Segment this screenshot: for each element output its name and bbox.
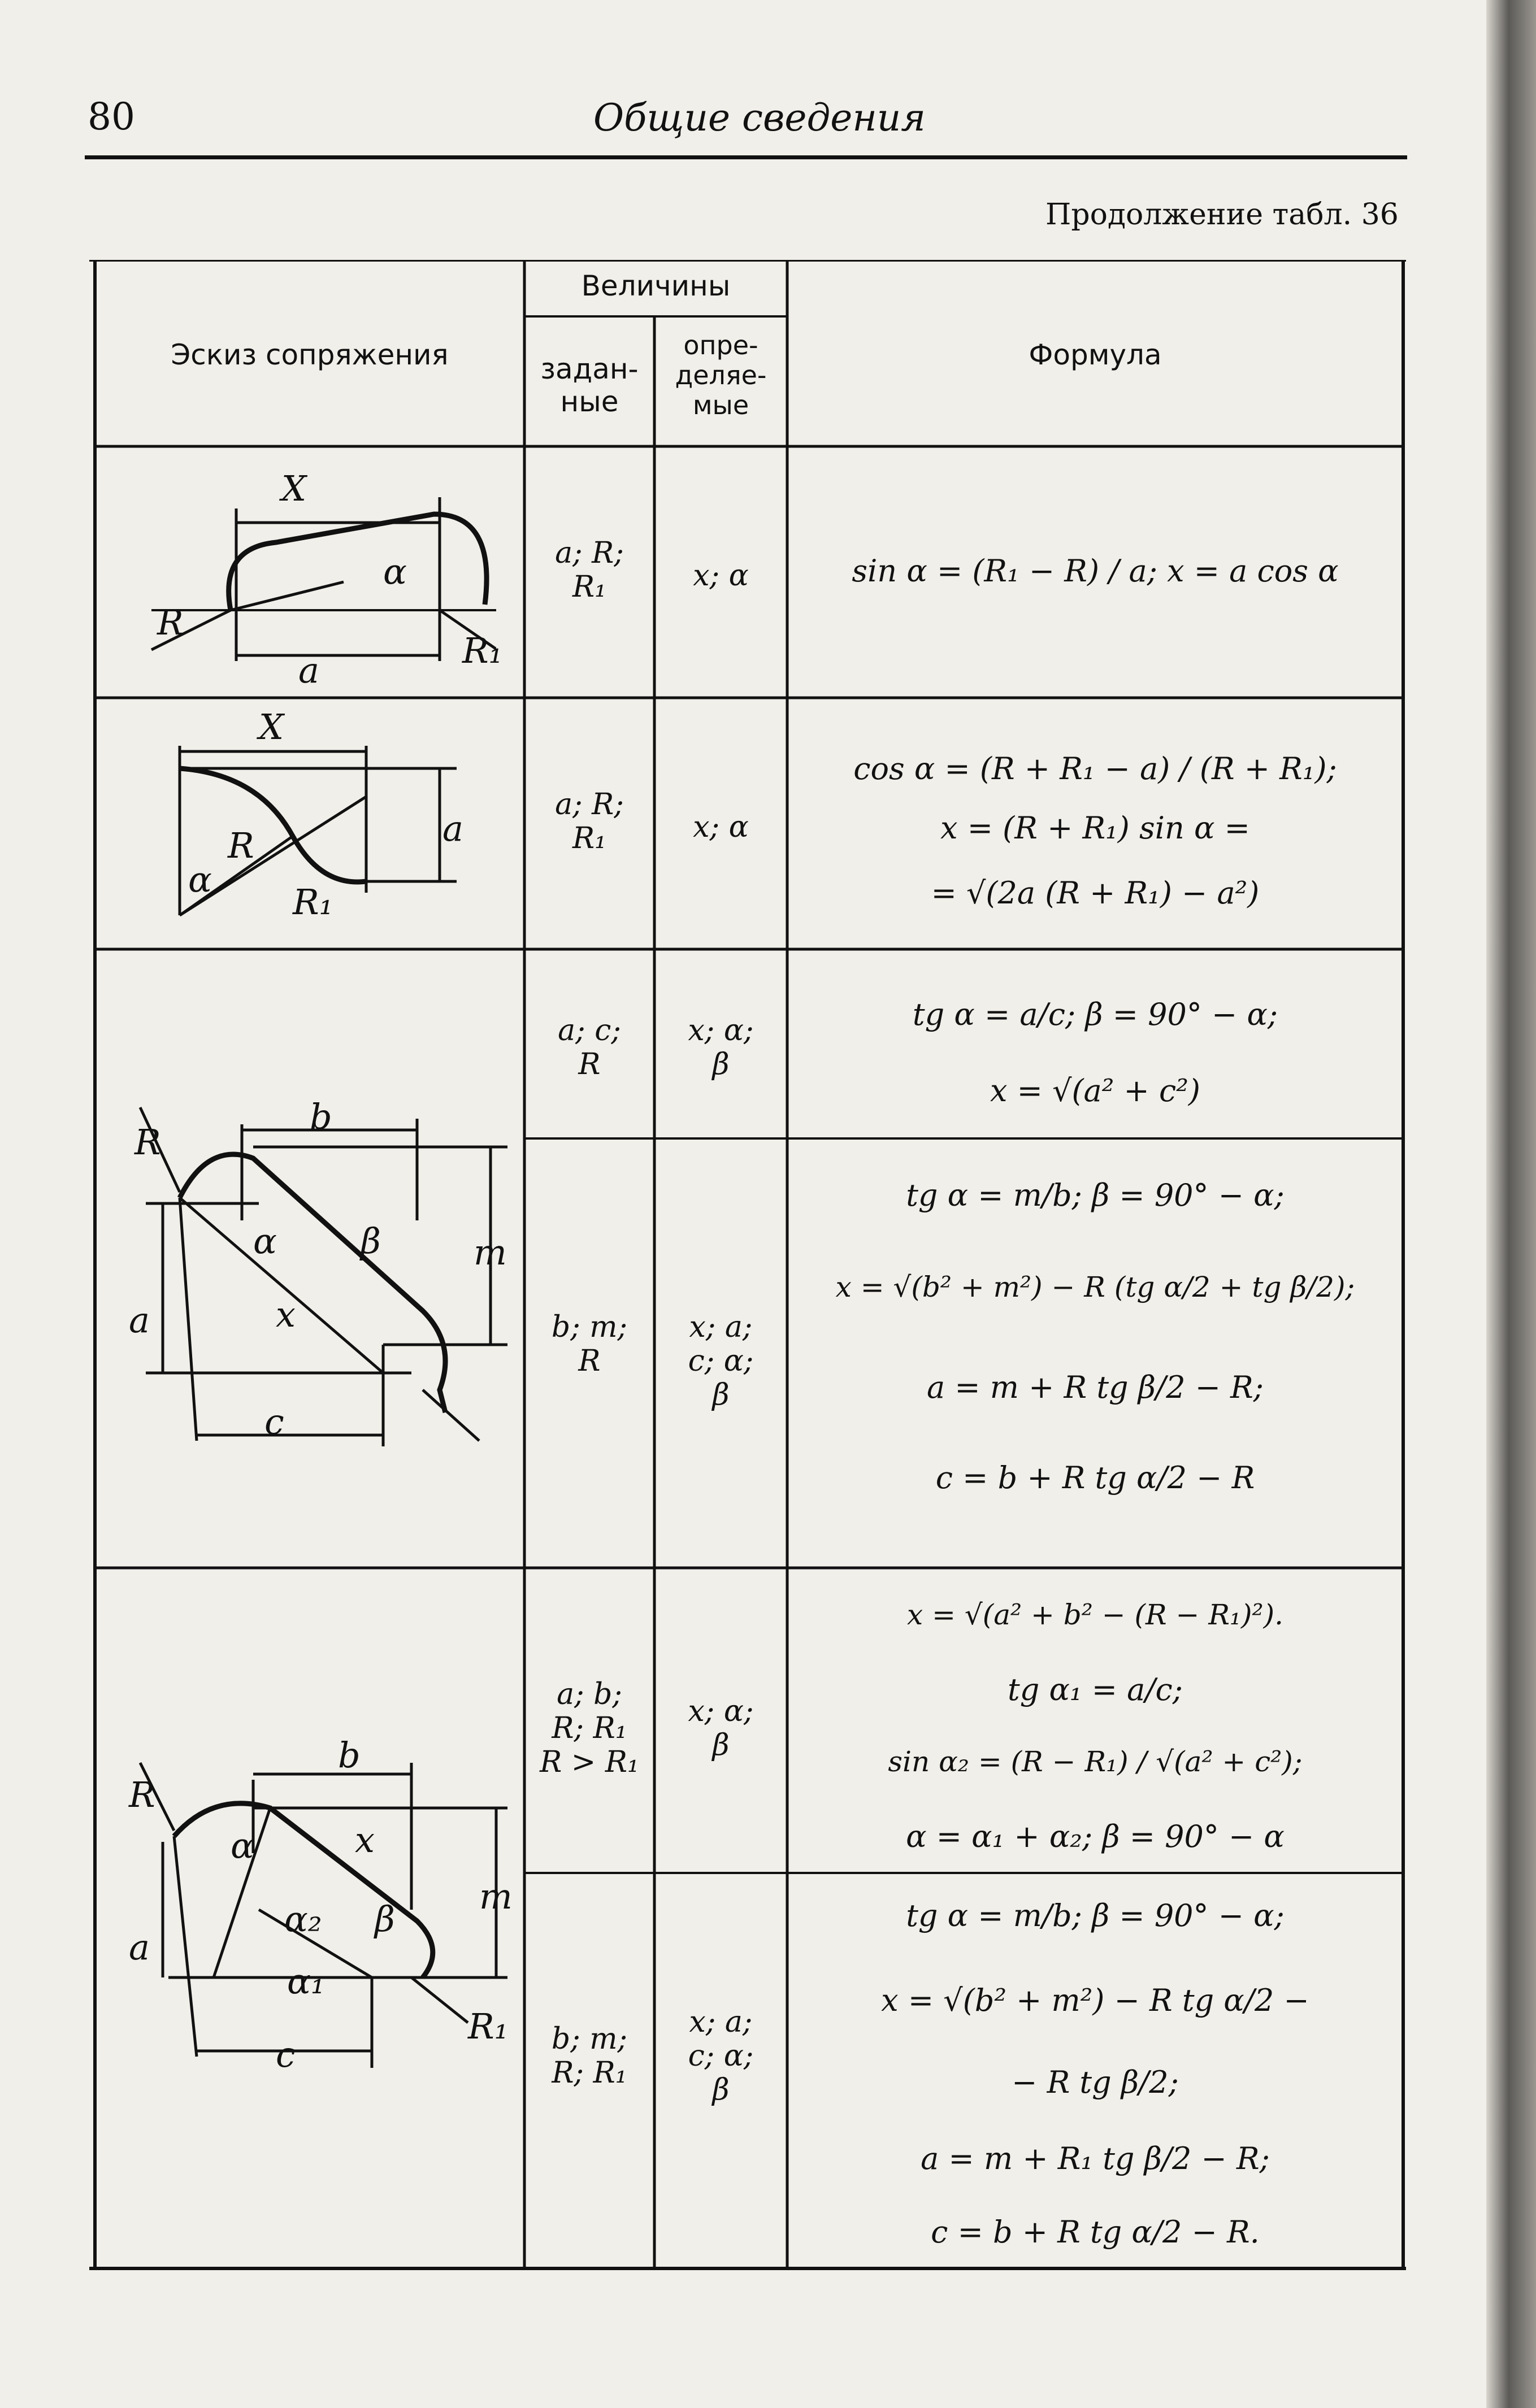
sketch-row-2-label-r1: R₁ <box>293 881 333 923</box>
sketch-row-3-label-r: R <box>134 1122 161 1163</box>
row-6-formula-4: a = m + R₁ tg β/2 − R; <box>921 2141 1270 2176</box>
row-4-determined: x; a; c; α; β <box>688 1310 754 1412</box>
sketch-row-3-label-alpha: α <box>253 1220 277 1262</box>
sketch-row-3-label-c: c <box>264 1401 284 1442</box>
header-rule <box>85 155 1407 159</box>
sketch-row-1-label-alpha: α <box>383 551 407 592</box>
sketch-row-5-label-x: x <box>355 1819 375 1861</box>
sketch-row-5-label-alpha2: α₂ <box>284 1898 322 1940</box>
row-5-determined: x; α; β <box>688 1694 754 1762</box>
page-running-title: Общие сведения <box>593 96 926 140</box>
row-4-formula-4: c = b + R tg α/2 − R <box>935 1460 1255 1496</box>
page-edge-shadow <box>1486 0 1536 2408</box>
sketch-row-2-label-x: X <box>259 706 284 747</box>
sketch-row-1 <box>146 475 496 678</box>
header-formula: Формула <box>1029 338 1162 371</box>
row-2-given: a; R; R₁ <box>555 788 624 855</box>
sketch-row-2-label-a: a <box>442 808 463 849</box>
row-1-formula-1: sin α = (R₁ − R) / a; x = a cos α <box>852 553 1339 589</box>
sketch-row-1-label-r: R <box>157 602 184 643</box>
sketch-row-5-label-c: c <box>276 2034 296 2075</box>
table-continuation-label: Продолжение табл. 36 <box>1045 198 1399 232</box>
row-6-formula-2: x = √(b² + m²) − R tg α/2 − <box>881 1983 1309 2018</box>
header-quantities: Величины <box>581 270 731 302</box>
row-4-given: b; m; R <box>551 1310 628 1378</box>
sketch-row-5-label-a: a <box>129 1927 150 1968</box>
row-3-given: a; c; R <box>558 1014 621 1081</box>
sketch-row-5-label-m: m <box>479 1876 513 1917</box>
row-6-determined: x; a; c; α; β <box>688 2005 754 2107</box>
row-6-formula-3: − R tg β/2; <box>1012 2064 1179 2100</box>
row-5-formula-4: α = α₁ + α₂; β = 90° − α <box>906 1819 1285 1854</box>
row-4-formula-3: a = m + R tg β/2 − R; <box>926 1370 1264 1405</box>
row-5-formula-2: tg α₁ = a/c; <box>1008 1672 1183 1707</box>
row-3-determined: x; α; β <box>688 1014 754 1081</box>
sketch-row-1-label-r1: R₁ <box>462 630 503 671</box>
row-5-formula-1: x = √(a² + b² − (R − R₁)²). <box>907 1598 1283 1631</box>
row-1-given: a; R; R₁ <box>555 536 624 604</box>
row-4-formula-2: x = √(b² + m²) − R (tg α/2 + tg β/2); <box>835 1271 1355 1303</box>
sketch-row-5-label-alpha1: α₁ <box>287 1961 325 2002</box>
row-1-determined: x; α <box>693 559 749 593</box>
sketch-row-3-label-b: b <box>310 1096 332 1137</box>
sketch-row-2-label-alpha: α <box>188 859 212 900</box>
row-2-determined: x; α <box>693 810 749 844</box>
sketch-row-1-label-a: a <box>298 650 319 691</box>
row-6-formula-5: c = b + R tg α/2 − R. <box>931 2214 1260 2250</box>
row-2-formula-3: = √(2a (R + R₁) − a²) <box>931 875 1260 911</box>
row-2-formula-2: x = (R + R₁) sin α = <box>940 810 1250 846</box>
sketch-row-5-label-b: b <box>338 1735 361 1776</box>
sketch-row-1-label-x: X <box>281 468 307 509</box>
page-number: 80 <box>88 95 135 138</box>
sketch-row-2-label-r: R <box>228 825 254 866</box>
row-6-formula-1: tg α = m/b; β = 90° − α; <box>906 1898 1285 1933</box>
header-sketch: Эскиз сопряжения <box>171 338 449 371</box>
sketch-row-5-label-beta: β <box>375 1898 395 1940</box>
sketch-row-5-label-r: R <box>129 1774 155 1815</box>
sketch-row-5-label-alpha: α <box>231 1825 254 1866</box>
row-4-formula-1: tg α = m/b; β = 90° − α; <box>906 1177 1285 1213</box>
sketch-row-3-label-m: m <box>474 1232 507 1273</box>
sketch-row-3-label-beta: β <box>361 1220 381 1262</box>
header-determined: опре- деляе- мые <box>675 330 767 420</box>
row-2-formula-1: cos α = (R + R₁ − a) / (R + R₁); <box>853 751 1337 786</box>
sketch-row-3-label-a: a <box>129 1299 150 1341</box>
row-5-given: a; b; R; R₁ R > R₁ <box>540 1677 639 1779</box>
row-5-formula-3: sin α₂ = (R − R₁) / √(a² + c²); <box>888 1745 1303 1778</box>
row-3-formula-1: tg α = a/c; β = 90° − α; <box>912 997 1278 1032</box>
row-6-given: b; m; R; R₁ <box>551 2022 628 2090</box>
sketch-row-5-label-r1: R₁ <box>468 2006 509 2047</box>
sketch-row-3-label-x: x <box>276 1294 296 1335</box>
header-given: задан- ные <box>540 353 639 418</box>
table-36 <box>89 260 1406 2274</box>
row-3-formula-2: x = √(a² + c²) <box>990 1073 1200 1109</box>
